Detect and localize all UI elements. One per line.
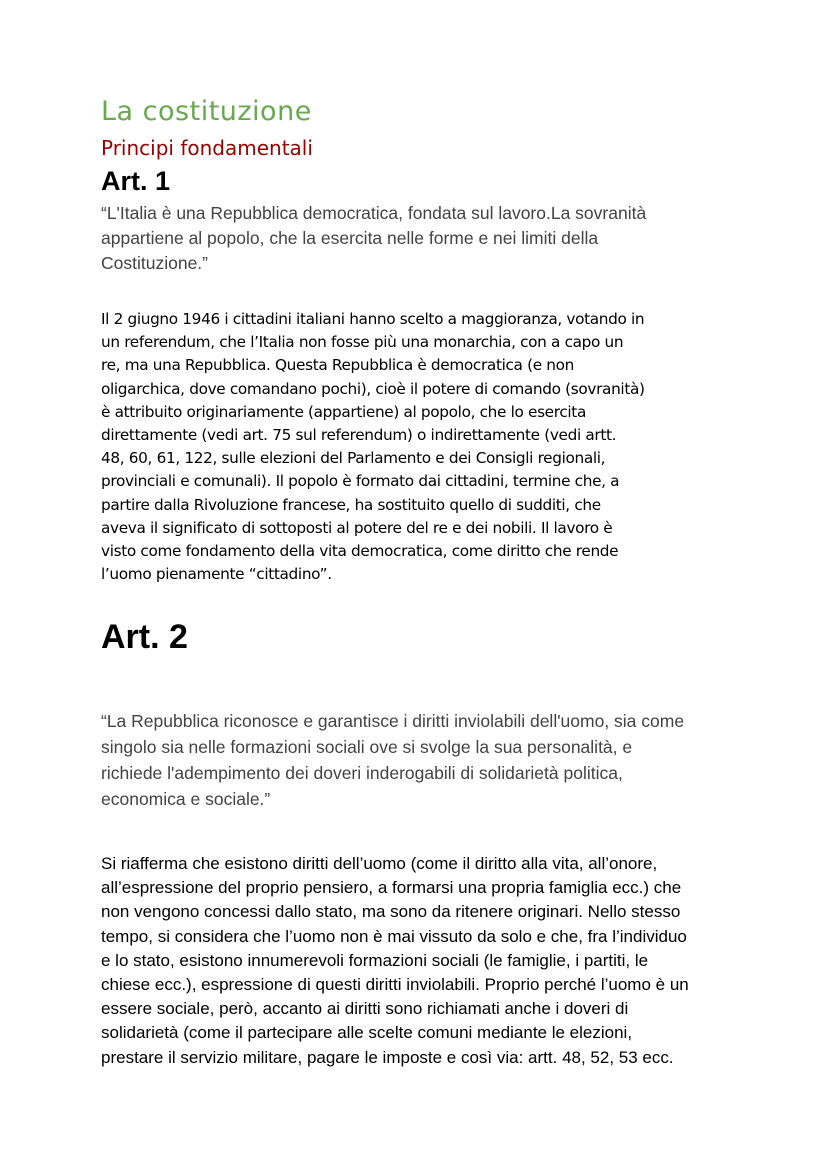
article-1-commentary	[101, 308, 645, 586]
text-line: tempo, si considera che l’uomo non è mai vissuto da solo e che, fra l’individuo	[101, 926, 687, 946]
quote-line: singolo sia nelle formazioni sociali ove si svolge la sua personalità, e	[101, 737, 633, 757]
article-1-heading: Art. 1	[101, 166, 171, 196]
article-1-quote	[101, 201, 646, 276]
text-line: Si riafferma che esistono diritti dell’uomo (come il diritto alla vita, all’onore,	[101, 854, 658, 873]
article-2-heading: Art. 2	[101, 618, 188, 656]
document-title: La costituzione	[101, 96, 312, 127]
quote-line: Costituzione.”	[101, 253, 208, 273]
text-line: non vengono concessi dallo stato, ma sono da ritenere originari. Nello stesso	[101, 902, 681, 922]
text-line: 48, 60, 61, 122, sulle elezioni del Parlamento e dei Consigli regionali,	[101, 449, 606, 468]
quote-line: richiede l'adempimento dei doveri inderogabili di solidarietà politica,	[101, 763, 623, 783]
text-line: oligarchica, dove comandano pochi), cioè il potere di comando (sovranità)	[101, 379, 645, 398]
text-line: è attribuito originariamente (appartiene) al popolo, che lo esercita	[101, 402, 586, 421]
text-line: l’uomo pienamente “cittadino”.	[101, 565, 332, 584]
quote-line: “L'Italia è una Repubblica democratica, fondata sul lavoro.La sovranità	[101, 203, 647, 223]
quote-line: “La Repubblica riconosce e garantisce i diritti inviolabili dell'uomo, sia come	[101, 711, 685, 731]
text-line: aveva il significato di sottoposti al potere del re e dei nobili. Il lavoro è	[101, 518, 613, 537]
document-subtitle: Principi fondamentali	[101, 136, 313, 160]
article-2-quote	[101, 708, 684, 812]
quote-line: appartiene al popolo, che la esercita nelle forme e nei limiti della	[101, 228, 599, 248]
text-line: Il 2 giugno 1946 i cittadini italiani hanno scelto a maggioranza, votando in	[101, 310, 645, 328]
text-line: essere sociale, però, accanto ai diritti sono richiamati anche i doveri di	[101, 999, 629, 1019]
text-line: partire dalla Rivoluzione francese, ha sostituito quello di sudditi, che	[101, 495, 601, 514]
text-line: solidarietà (come il partecipare alle scelte comuni mediante le elezioni,	[101, 1023, 633, 1043]
text-line: direttamente (vedi art. 75 sul referendum) o indirettamente (vedi artt.	[101, 425, 617, 444]
text-line: provinciali e comunali). Il popolo è formato dai cittadini, termine che, a	[101, 472, 620, 491]
text-line: re, ma una Repubblica. Questa Repubblica è democratica (e non	[101, 356, 574, 375]
article-2-commentary	[101, 852, 689, 1070]
text-line: all’espressione del proprio pensiero, a formarsi una propria famiglia ecc.) che	[101, 878, 682, 898]
quote-line: economica e sociale.”	[101, 789, 271, 809]
text-line: e lo stato, esistono innumerevoli formazioni sociali (le famiglie, i partiti, le	[101, 950, 649, 970]
text-line: chiese ecc.), espressione di questi diritti inviolabili. Proprio perché l’uomo è un	[101, 974, 689, 994]
text-line: prestare il servizio militare, pagare le imposte e così via: artt. 48, 52, 53 ecc.	[101, 1047, 674, 1067]
text-line: un referendum, che l’Italia non fosse più una monarchia, con a capo un	[101, 333, 624, 352]
text-line: visto come fondamento della vita democratica, come diritto che rende	[101, 541, 619, 560]
